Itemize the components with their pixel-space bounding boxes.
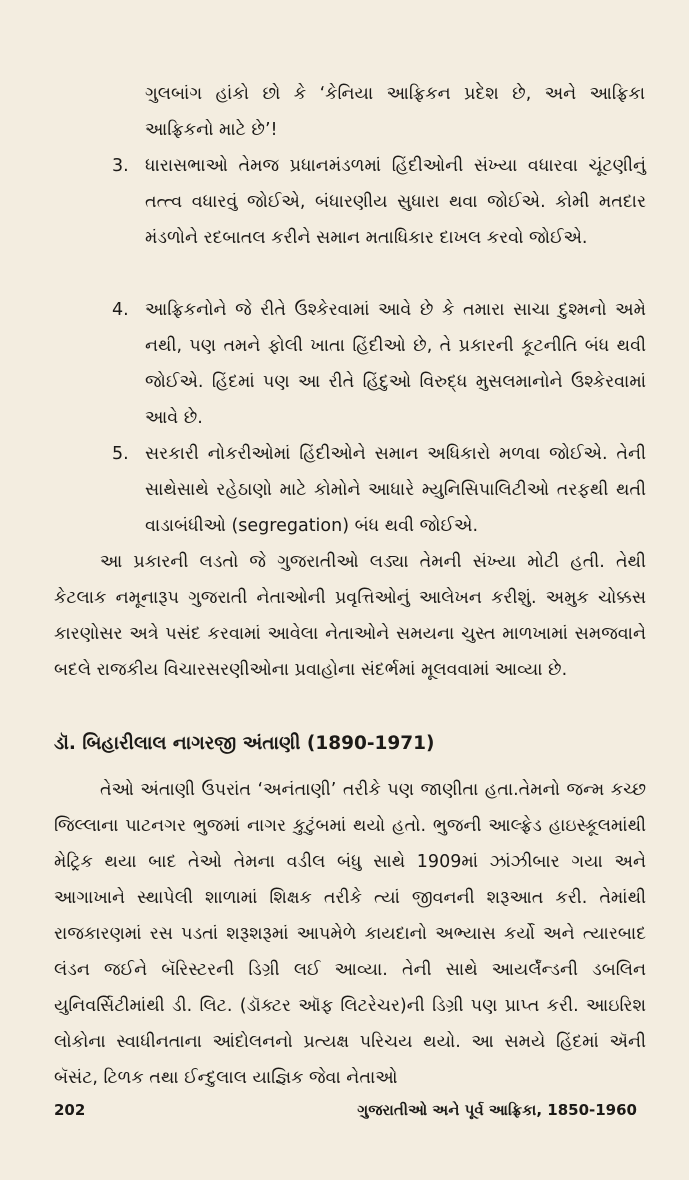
section-heading-years: (1890-1971) xyxy=(306,733,435,754)
list-item-3 xyxy=(112,148,646,256)
list-item-text: સરકારી નોકરીઓમાં હિંદીઓને સમાન અધિકારો મળવા જોઈએ. તેની સાથેસાથે રહેઠાણો માટે કોમોને આધારે મ્યુનિસિપાલિટીઓ તરફથી થતી વાડાબંધીઓ (segregation) બંધ થવી જોઈએ. xyxy=(145,444,646,536)
running-title: ગુજરાતીઓ અને પૂર્વ આફ્રિકા, 1850-1960 xyxy=(357,1101,637,1119)
list-item-4 xyxy=(112,292,646,436)
list-item-number: 5. xyxy=(112,444,129,464)
list-item-text: ધારાસભાઓ તેમજ પ્રધાનમંડળમાં હિંદીઓની સંખ્યા વધારવા ચૂંટણીનું તત્ત્વ વધારવું જોઈએ, બંધારણીય સુધારા થવા જોઈએ. કોમી મતદાર મંડળોને રદબાતલ કરીને સમાન મતાધિકાર દાખલ કરવો જોઈએ. xyxy=(145,156,646,248)
section-heading-name: ડૉ. બિહારીલાલ નાગરજી અંતાણી xyxy=(54,733,301,754)
list-item-5 xyxy=(112,436,646,544)
intro-paragraph: આ પ્રકારની લડતો જે ગુજરાતીઓ લડ્યા તેમની સંખ્યા મોટી હતી. તેથી કેટલાક નમૂનારૂપ ગુજરાતી નેતાઓની પ્રવૃત્તિઓનું આલેખન કરીશું. અમુક ચોક્કસ કારણોસર અત્રે પસંદ કરવામાં આવેલા નેતાઓને સમયના ચુસ્ત માળખામાં સમજવાને બદલે રાજકીય વિચારસરણીઓના પ્રવાહોના સંદર્ભમાં મૂલવવામાં આવ્યા છે. xyxy=(54,552,646,680)
continued-paragraph: ગુલબાંગ હાંકો છો કે ‘કેનિયા આફ્રિકન પ્રદેશ છે, અને આફ્રિકા આફ્રિકનો માટે છે’! xyxy=(145,84,645,140)
list-item-text: આફ્રિકનોને જે રીતે ઉશ્કેરવામાં આવે છે કે તમારા સાચા દુશ્મનો અમે નથી, પણ તમને ફોલી ખાતા હિંદીઓ છે, તે પ્રકારની કૂટનીતિ બંધ થવી જોઈએ. હિંદમાં પણ આ રીતે હિંદુઓ વિરુદ્ધ મુસલમાનોને ઉશ્કેરવામાં આવે છે. xyxy=(145,300,646,428)
list-item-number: 3. xyxy=(112,156,129,176)
page-number: 202 xyxy=(54,1101,86,1119)
bio-paragraph: તેઓ અંતાણી ઉપરાંત ‘અનંતાણી’ તરીકે પણ જાણીતા હતા.તેમનો જન્મ કચ્છ જિલ્લાના પાટનગર ભુજમાં નાગર કુટુંબમાં થયો હતો. ભુજની આલ્ફ્રેડ હાઇસ્કૂલમાંથી મેટ્રિક થયા બાદ તેઓ તેમના વડીલ બંધુ સાથે 1909માં ઝાંઝીબાર ગયા અને આગાખાને સ્થાપેલી શાળામાં શિક્ષક તરીકે ત્યાં જીવનની શરૂઆત કરી. તેમાંથી રાજકારણમાં રસ પડતાં શરૂશરૂમાં આપમેળે કાયદાનો અભ્યાસ કર્યો અને ત્યારબાદ લંડન જઈને બૅરિસ્ટરની ડિગ્રી લઈ આવ્યા. તેની સાથે આયર્લૅન્ડની ડબલિન યુનિવર્સિટીમાંથી ડી. લિટ. (ડૉક્ટર ઑફ લિટરેચર)ની ડિગ્રી પણ પ્રાપ્ત કરી. આઇરિશ લોકોના સ્વાધીનતાના આંદોલનનો પ્રત્યક્ષ પરિચય થયો. આ સમયે હિંદમાં ઍની બૅસંટ, ટિળક તથા ઈન્દુલાલ યાજ્ઞિક જેવા નેતાઓ xyxy=(54,780,646,1088)
list-item-number: 4. xyxy=(112,300,129,320)
section-heading xyxy=(54,726,646,762)
